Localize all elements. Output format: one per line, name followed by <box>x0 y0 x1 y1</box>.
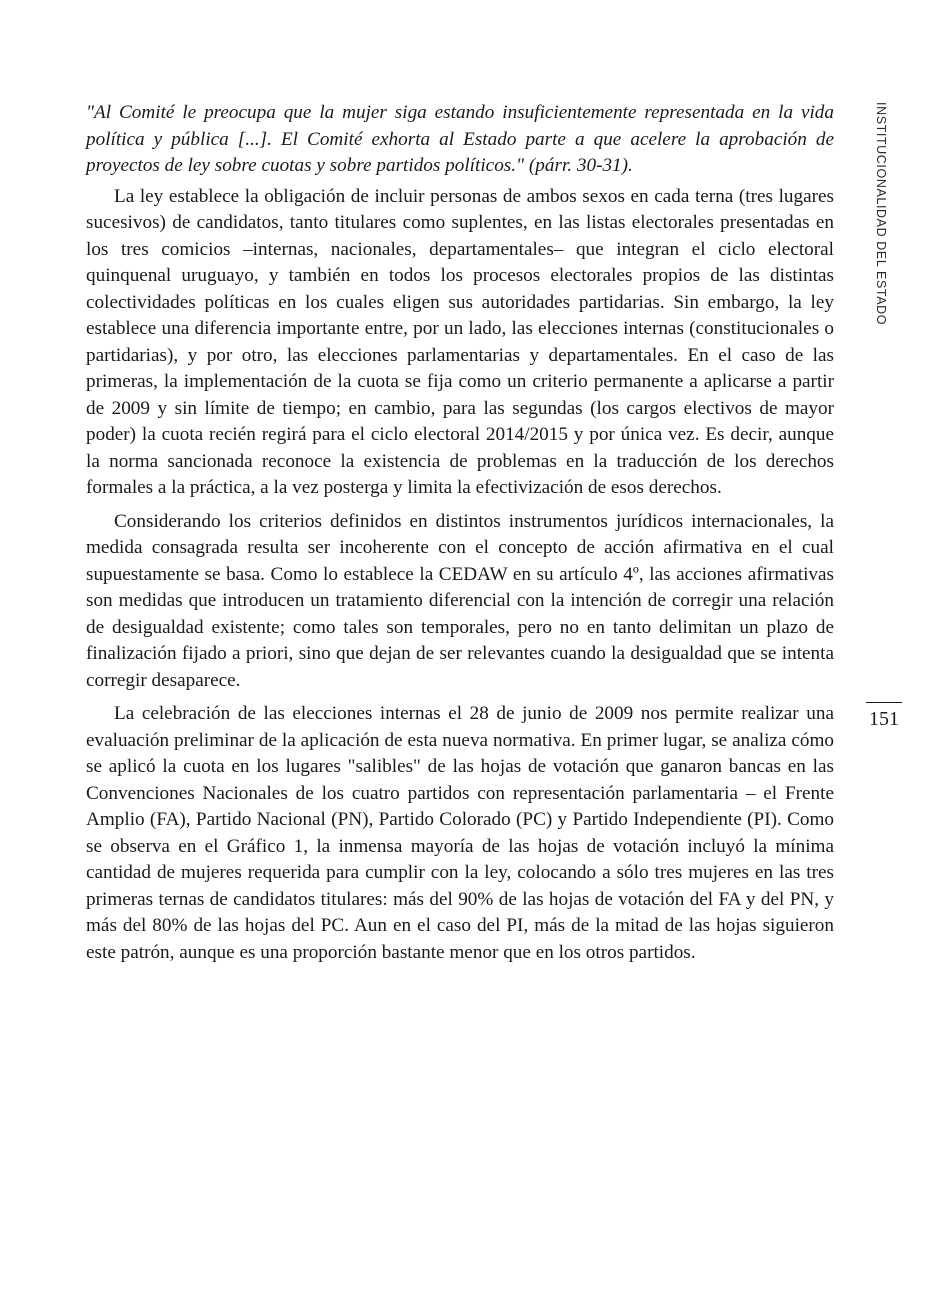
paragraph-quota-law: La ley establece la obligación de incluir personas de ambos sexos en cada terna (tres lugares sucesivos) de candidatos, tanto titulares como suplentes, en las listas electorales presentadas en los tres comicios –internas, nacionales, departamentales– que integran el ciclo electoral quinquenal uruguayo, y también en todos los procesos electorales propios de las distintas colectividades políticas en los cuales eligen sus autoridades partidarias. Sin embargo, la ley establece una diferencia importante entre, por un lado, las elecciones internas (constitucionales o partidarias), y por otro, las elecciones parlamentarias y departamentales. En el caso de las primeras, la implementación de la cuota se fija como un criterio permanente a aplicarse a partir de 2009 y sin límite de tiempo; en cambio, para las segundas (los cargos electivos de mayor poder) la cuota recién regirá para el ciclo electoral 2014/2015 y por única vez. Es decir, aunque la norma sancionada reconoce la existencia de problemas en la traducción de los derechos formales a la práctica, a la vez posterga y limita la efectivización de esos derechos. <box>86 185 834 498</box>
page-number-rule <box>866 702 902 703</box>
running-head: INSTITUCIONALIDAD DEL ESTADO <box>874 102 888 326</box>
paragraph-affirmative-action: Considerando los criterios definidos en distintos instrumentos jurídicos internacionales, la medida consagrada resulta ser incoherente con el concepto de acción afirmativa en el cual supuestamente se basa. Como lo establece la CEDAW en su artículo 4º, las acciones afirmativas son medidas que introducen un tratamiento diferencial con la intención de corregir una relación de desigualdad existente; como tales son temporales, pero no en tanto delimitan un plazo de finalización fijado a priori, sino que dejan de ser relevantes cuando la desigualdad que se intenta corregir desaparece. <box>86 510 834 691</box>
paragraph-internal-elections: La celebración de las elecciones internas el 28 de junio de 2009 nos permite realizar una evaluación preliminar de la aplicación de esta nueva normativa. En primer lugar, se analiza cómo se aplicó la cuota en los lugares "salibles" de las hojas de votación que ganaron bancas en las Convenciones Nacionales de los cuatro partidos con representación parlamentaria – el Frente Amplio (FA), Partido Nacional (PN), Partido Colorado (PC) y Partido Independiente (PI). Como se observa en el Gráfico 1, la inmensa mayoría de las hojas de votación incluyó la mínima cantidad de mujeres requerida para cumplir con la ley, colocando a sólo tres mujeres en las tres primeras ternas de candidatos titulares: más del 90% de las hojas de votación del FA y del PN, y más del 80% de las hojas del PC. Aun en el caso del PI, más de la mitad de las hojas siguieron este patrón, aunque es una proporción bastante menor que en los otros partidos. <box>86 703 834 963</box>
block-quote: "Al Comité le preocupa que la mujer siga estando insuficientemente representada en la vida política y pública [...]. El Comité exhorta al Estado parte a que acelere la aprobación de proyectos de ley sobre cuotas y sobre partidos políticos." (párr. 30-31). <box>86 102 834 176</box>
page-number: 151 <box>869 708 899 730</box>
body-text <box>86 100 834 973</box>
